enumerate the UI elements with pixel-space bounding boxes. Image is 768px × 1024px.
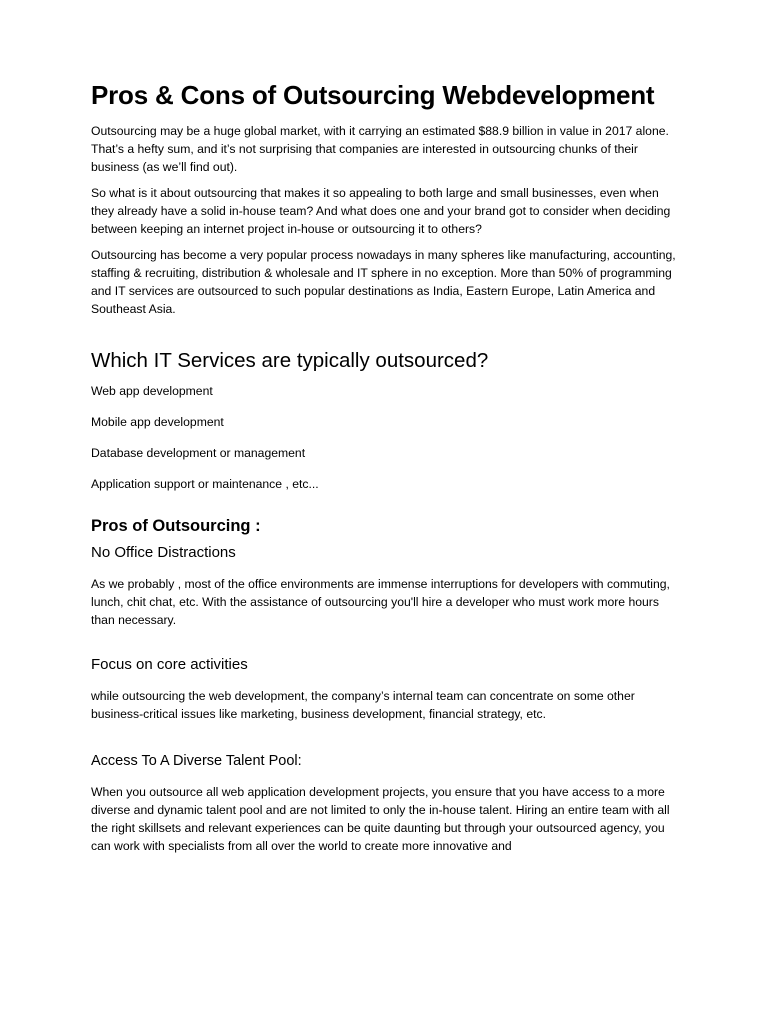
section-text-talent-pool: When you outsource all web application development projects, you ensure that you have access to a more diverse and dynamic talent pool and are not limited to only the in-house talent. Hiring an entire team with all the right skillsets and relevant experiences can be quite daunting but through your outsourced agency, you can work with specialists from all over the world to create more innovative and [91,785,670,853]
section-text-no-office-distractions: As we probably , most of the office environments are immense interruptions for developers with commuting, lunch, chit chat, etc. With the assistance of outsourcing you'll hire a developer who must work more hours than necessary. [91,577,670,627]
document-title: Pros & Cons of Outsourcing Webdevelopment [91,80,655,110]
services-heading: Which IT Services are typically outsourced? [91,349,489,372]
section-heading-no-office-distractions: No Office Distractions [91,544,236,561]
service-item-app-support: Application support or maintenance , etc... [91,477,319,491]
document-page [91,78,681,863]
services-list [91,382,681,493]
section-heading-focus-core: Focus on core activities [91,656,248,673]
intro-paragraph-1: Outsourcing may be a huge global market, with it carrying an estimated $88.9 billion in value in 2017 alone. That’s a hefty sum, and it’s not surprising that companies are interested in outsourcing chunks of their business (as we’ll find out). [91,124,669,174]
service-item-web-app: Web app development [91,384,213,398]
pros-heading: Pros of Outsourcing : [91,517,261,535]
intro-paragraph-3: Outsourcing has become a very popular process nowadays in many spheres like manufacturing, accounting, staffing & recruiting, distribution & wholesale and IT sphere in no exception. More than 50% of programming and IT services are outsourced to such popular destinations as India, Eastern Europe, Latin America and Southeast Asia. [91,248,676,316]
service-item-mobile-app: Mobile app development [91,415,224,429]
intro-paragraph-2: So what is it about outsourcing that makes it so appealing to both large and small businesses, even when they already have a solid in-house team? And what does one and your brand got to consider when deciding between keeping an internet project in-house or outsourcing it to others? [91,186,671,236]
section-heading-talent-pool: Access To A Diverse Talent Pool: [91,753,302,769]
section-text-focus-core: while outsourcing the web development, the company’s internal team can concentrate on some other business-critical issues like marketing, business development, financial strategy, etc. [91,689,635,721]
service-item-database: Database development or management [91,446,306,460]
